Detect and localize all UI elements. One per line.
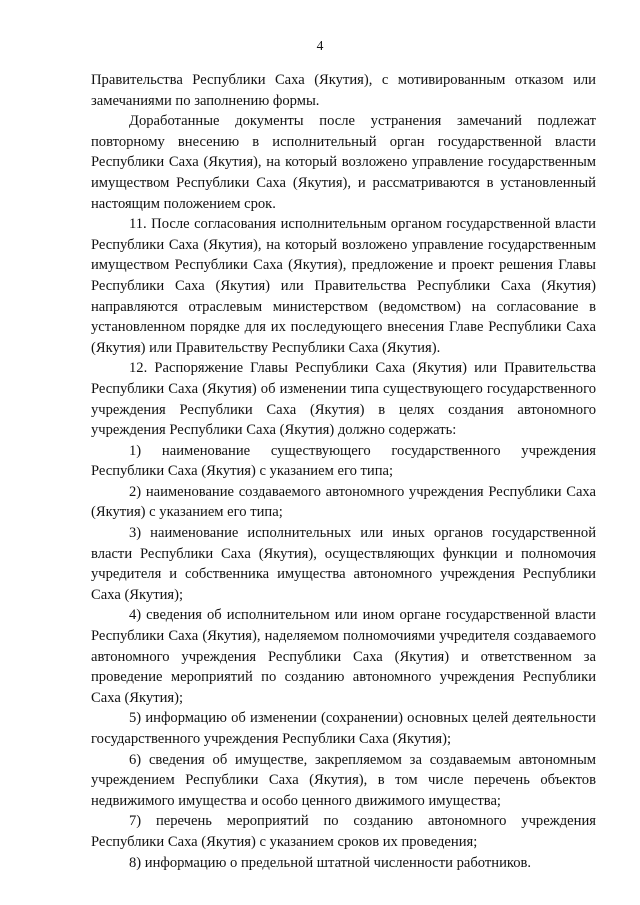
list-item-2: 2) наименование создаваемого автономного учреждения Республики Саха (Якутия) с указанием его типа; (91, 483, 596, 521)
list-item-7: 7) перечень мероприятий по созданию автономного учреждения Республики Саха (Якутия) с указанием сроков их проведения; (91, 813, 596, 850)
paragraph-resubmission: Доработанные документы после устранения замечаний подлежат повторному внесению в исполнительный орган государственной власти Республики Саха (Якутия), на который возложено управление государственным имуществом Республики Саха (Якутия), и рассматриваются в установленный настоящим положением срок. (91, 113, 596, 212)
list-item-1: 1) наименование существующего государственного учреждения Республики Саха (Якутия) с указанием его типа; (91, 442, 596, 480)
page-number: 4 (316, 38, 324, 53)
list-item-8: 8) информацию о предельной штатной численности работников. (129, 854, 532, 871)
paragraph-continuation: Правительства Республики Саха (Якутия), с мотивированным отказом или замечаниями по заполнению формы. (91, 72, 596, 109)
document-body (91, 70, 596, 873)
list-item-6: 6) сведения об имуществе, закрепляемом за создаваемым автономным учреждением Республики Саха (Якутия), в том числе перечень объектов недвижимого имущества и особо ценного движимого имущества; (91, 751, 596, 809)
list-item-4: 4) сведения об исполнительном или ином органе государственной власти Республики Саха (Якутия), наделяемом полномочиями учредителя создаваемого автономного учреждения Республики Саха (Якутия) и ответственном за проведение мероприятий по созданию автономного учреждения Республики Саха (Якутия); (91, 607, 596, 706)
paragraph-clause-11: 11. После согласования исполнительным органом государственной власти Республики Саха (Якутия), на который возложено управление государственным имуществом Республики Саха (Якутия), предложение и проект решения Главы Республики Саха (Якутия) или Правительства Республики Саха (Якутия) направляются отраслевым министерством (ведомством) на согласование в установленном порядке для их последующего внесения Главе Республики Саха (Якутия) или Правительству Республики Саха (Якутия). (91, 216, 596, 356)
list-item-5: 5) информацию об изменении (сохранении) основных целей деятельности государственного учреждения Республики Саха (Якутия); (91, 710, 596, 747)
list-item-3: 3) наименование исполнительных или иных органов государственной власти Республики Саха (Якутия), осуществляющих функции и полномочия учредителя и собственника имущества автономного учреждения Республики Саха (Якутия); (91, 525, 596, 603)
paragraph-clause-12: 12. Распоряжение Главы Республики Саха (Якутия) или Правительства Республики Саха (Якутия) об изменении типа существующего государственного учреждения Республики Саха (Якутия) в целях создания автономного учреждения Республики Саха (Якутия) должно содержать: (91, 360, 596, 439)
